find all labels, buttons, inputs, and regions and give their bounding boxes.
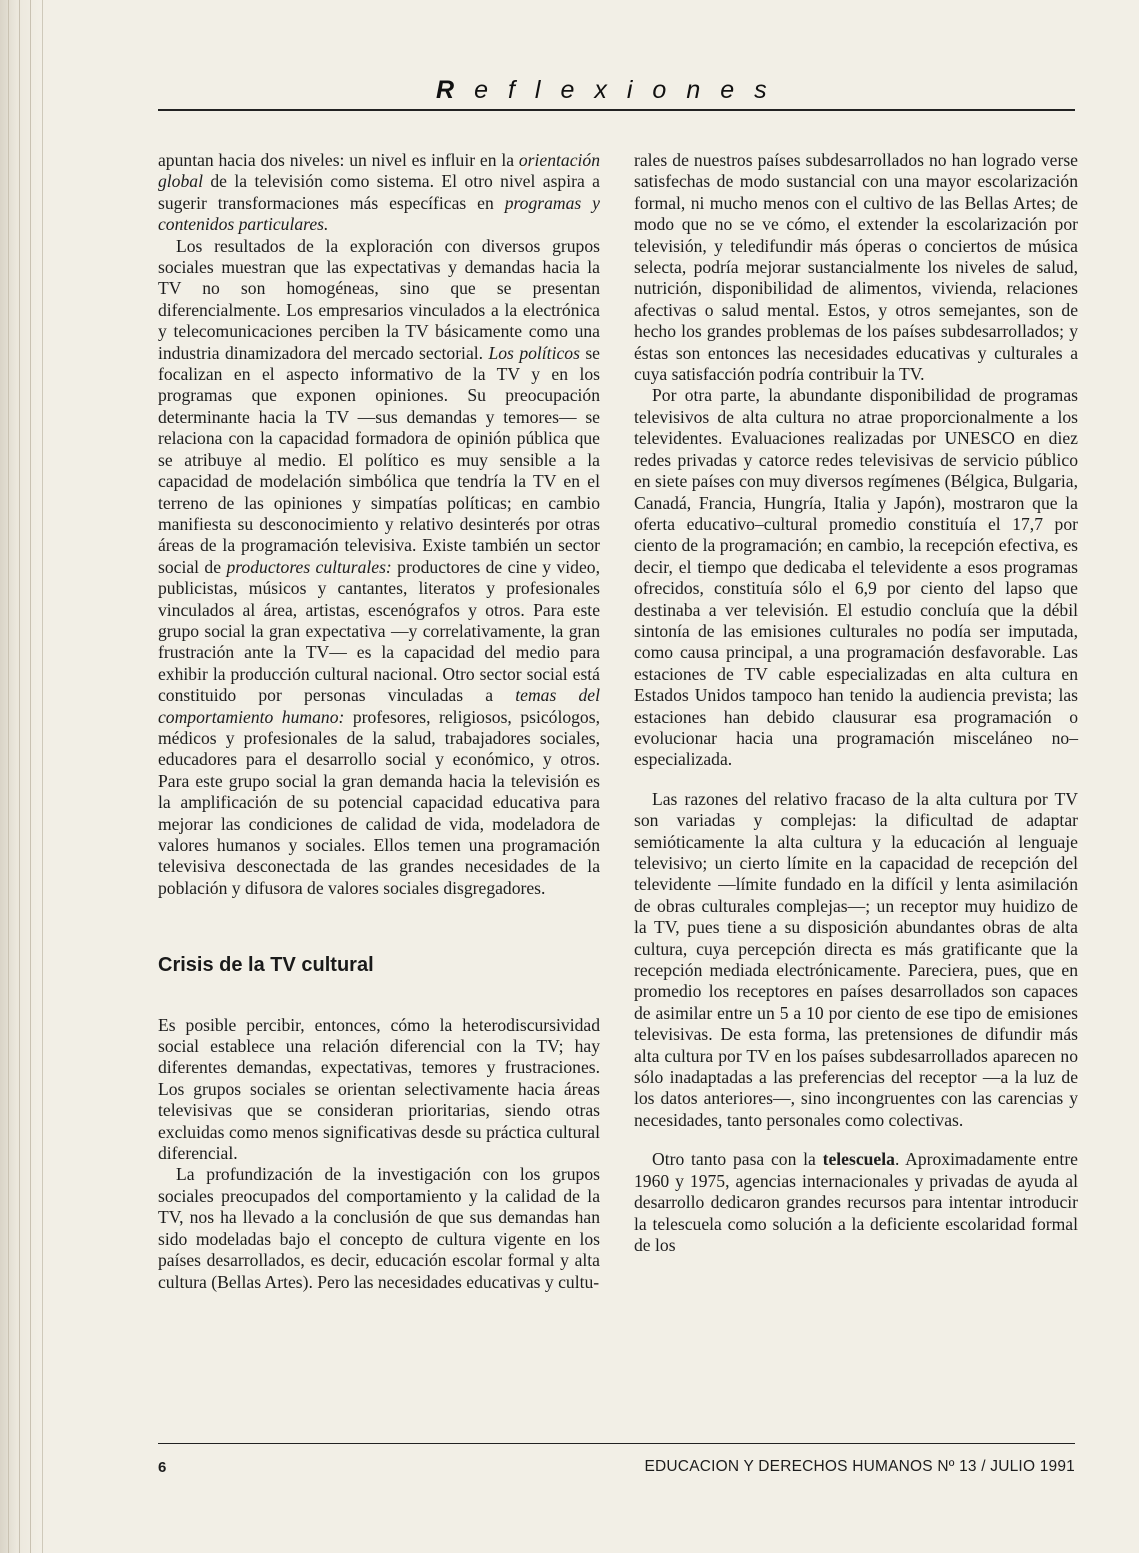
subheading: Crisis de la TV cultural xyxy=(158,954,374,977)
paragraph: Por otra parte, la abundante disponibilidad de programas televisivos de alta cultura no atrae proporcionalmente a los televidentes. Evaluaciones realizadas por UNESCO en diez redes privadas y catorce redes televisivas de servicio público en siete países con muy diversos regímenes (Bélgica, Bulgaria, Canadá, Francia, Hungría, Italia y Japón), mostraron que la oferta educativo–cultural promedio constituía el 17,7 por ciento de la programación; en cambio, la recepción efectiva, es decir, el tiempo que dedicaba el televidente a esos programas ofrecidos, constituía sólo el 6,9 por ciento del lapso que destinaba a ver televisión. El estudio concluía que la débil sintonía de las emisiones culturales no podía ser imputada, como causa principal, a una programación desfavorable. Las estaciones de TV cable especializadas en alta cultura en Estados Unidos tampoco han tenido la audiencia prevista; las estaciones han debido clausurar esa programación o evolucionar hacia una programación misceláneo no–especializada. xyxy=(634,385,1078,770)
paragraph: rales de nuestros países subdesarrollados no han logrado verse satisfechas de modo sustancial con una mayor escolarización formal, ni mucho menos con el cultivo de las Bellas Artes; de modo que no se ve cómo, el extender la escolarización por televisión, y teledifundir más óperas o conciertos de música selecta, podría mejorar sustancialmente los niveles de salud, nutrición, disponibilidad de alimentos, vivienda, relaciones afectivas o salud mental. Estos, y otros semejantes, son de hecho los grandes problemas de los países subdesarrollados; y éstas son entonces las necesidades educativas y culturales a cuya satisfacción podría contribuir la TV. xyxy=(634,150,1078,385)
footer-rule xyxy=(158,1443,1075,1444)
left-column xyxy=(158,150,600,1293)
page-number: 6 xyxy=(158,1459,167,1476)
paragraph: Es posible percibir, entonces, cómo la heterodiscursividad social establece una relación diferencial con la TV; hay diferentes demandas, expectativas, temores y frustraciones. Los grupos sociales se orientan selectivamente hacia áreas televisivas que se consideran prioritarias, siendo otras excluidas como menos significativas desde su práctica cultural diferencial. xyxy=(158,1014,600,1164)
paragraph: Otro tanto pasa con la telescuela. Aproximadamente entre 1960 y 1975, agencias internacionales y privadas de ayuda al desarrollo dedicaron grandes recursos para intentar introducir la telescuela como solución a la deficiente escolaridad formal de los xyxy=(634,1149,1078,1255)
header-rule xyxy=(158,109,1075,111)
running-header xyxy=(158,76,1075,112)
footer xyxy=(158,1443,1075,1483)
journal-line: EDUCACION Y DERECHOS HUMANOS Nº 13 / JULIO 1991 xyxy=(644,1458,1075,1475)
paragraph: Las razones del relativo fracaso de la alta cultura por TV son variadas y complejas: la dificultad de adaptar semióticamente la alta cultura y la educación al lenguaje televisivo; un cierto límite en la capacidad de recepción del televidente —límite fundado en la difícil y lenta asimilación de obras culturales complejas—; un receptor muy huidizo de la TV, pues tiene a su disposición abundantes obras de alta cultura, cuya percepción directa es más gratificante que la recepción mediada electrónicamente. Pareciera, pues, que en promedio los receptores en países desarrollados son capaces de asimilar entre un 5 a 10 por ciento de ese tipo de emisiones televisivas. De esta forma, las pretensiones de difundir más alta cultura por TV en los países subdesarrollados aparecen no sólo inadaptadas a las preferencias del receptor —a la luz de los datos anteriores—, sino incongruentes con las carencias y necesidades, tanto personales como colectivas. xyxy=(634,788,1078,1130)
paragraph: La profundización de la investigación con los grupos sociales preocupados del comportamiento y la calidad de la TV, nos ha llevado a la conclusión de que sus demandas han sido modeladas bajo el concepto de cultura vigente en los países desarrollados, es decir, educación escolar formal y alta cultura (Bellas Artes). Pero las necesidades educativas y cultu- xyxy=(158,1164,600,1292)
paragraph: Los resultados de la exploración con diversos grupos sociales muestran que las expectativas y demandas hacia la TV no son homogéneas, sino que se presentan diferencialmente. Los empresarios vinculados a la electrónica y telecomunicaciones perciben la TV básicamente como una industria dinamizadora del mercado sectorial. Los políticos se focalizan en el aspecto informativo de la TV y en los programas que exponen opiniones. Su preocupación determinante hacia la TV —sus demandas y temores— se relaciona con la capacidad formadora de opinión pública que se atribuye al medio. El político es muy sensible a la capacidad de modelación simbólica que tendría la TV en el terreno de las opiniones y simpatías políticas; en cambio manifiesta su desconocimiento y relativo desinterés por otras áreas de la programación televisiva. Existe también un sector social de productores culturales: productores de cine y video, publicistas, músicos y cantantes, literatos y profesionales vinculados al área, artistas, escenógrafos y otros. Para este grupo social la gran expectativa —y correlativamente, la gran frustración ante la TV— es la capacidad del medio para exhibir la producción cultural nacional. Otro sector social está constituido por personas vinculadas a temas del comportamiento humano: profesores, religiosos, psicólogos, médicos y profesionales de la salud, trabajadores sociales, educadores para el desarrollo social y económico, y otros. Para este grupo social la gran demanda hacia la televisión es la amplificación de su potencial capacidad educativa para mejorar las condiciones de calidad de vida, modeladora de valores humanos y sociales. Ellos temen una programación televisiva desconectada de las grandes necesidades de la población y difusora de valores sociales disgregadores. xyxy=(158,235,600,898)
right-column xyxy=(634,150,1078,1256)
paragraph: apuntan hacia dos niveles: un nivel es influir en la orientación global de la televisión como sistema. El otro nivel aspira a sugerir transformaciones más específicas en programas y contenidos particulares. xyxy=(158,150,600,235)
section-title: Reflexiones xyxy=(436,76,787,104)
page-edge xyxy=(0,0,43,1553)
